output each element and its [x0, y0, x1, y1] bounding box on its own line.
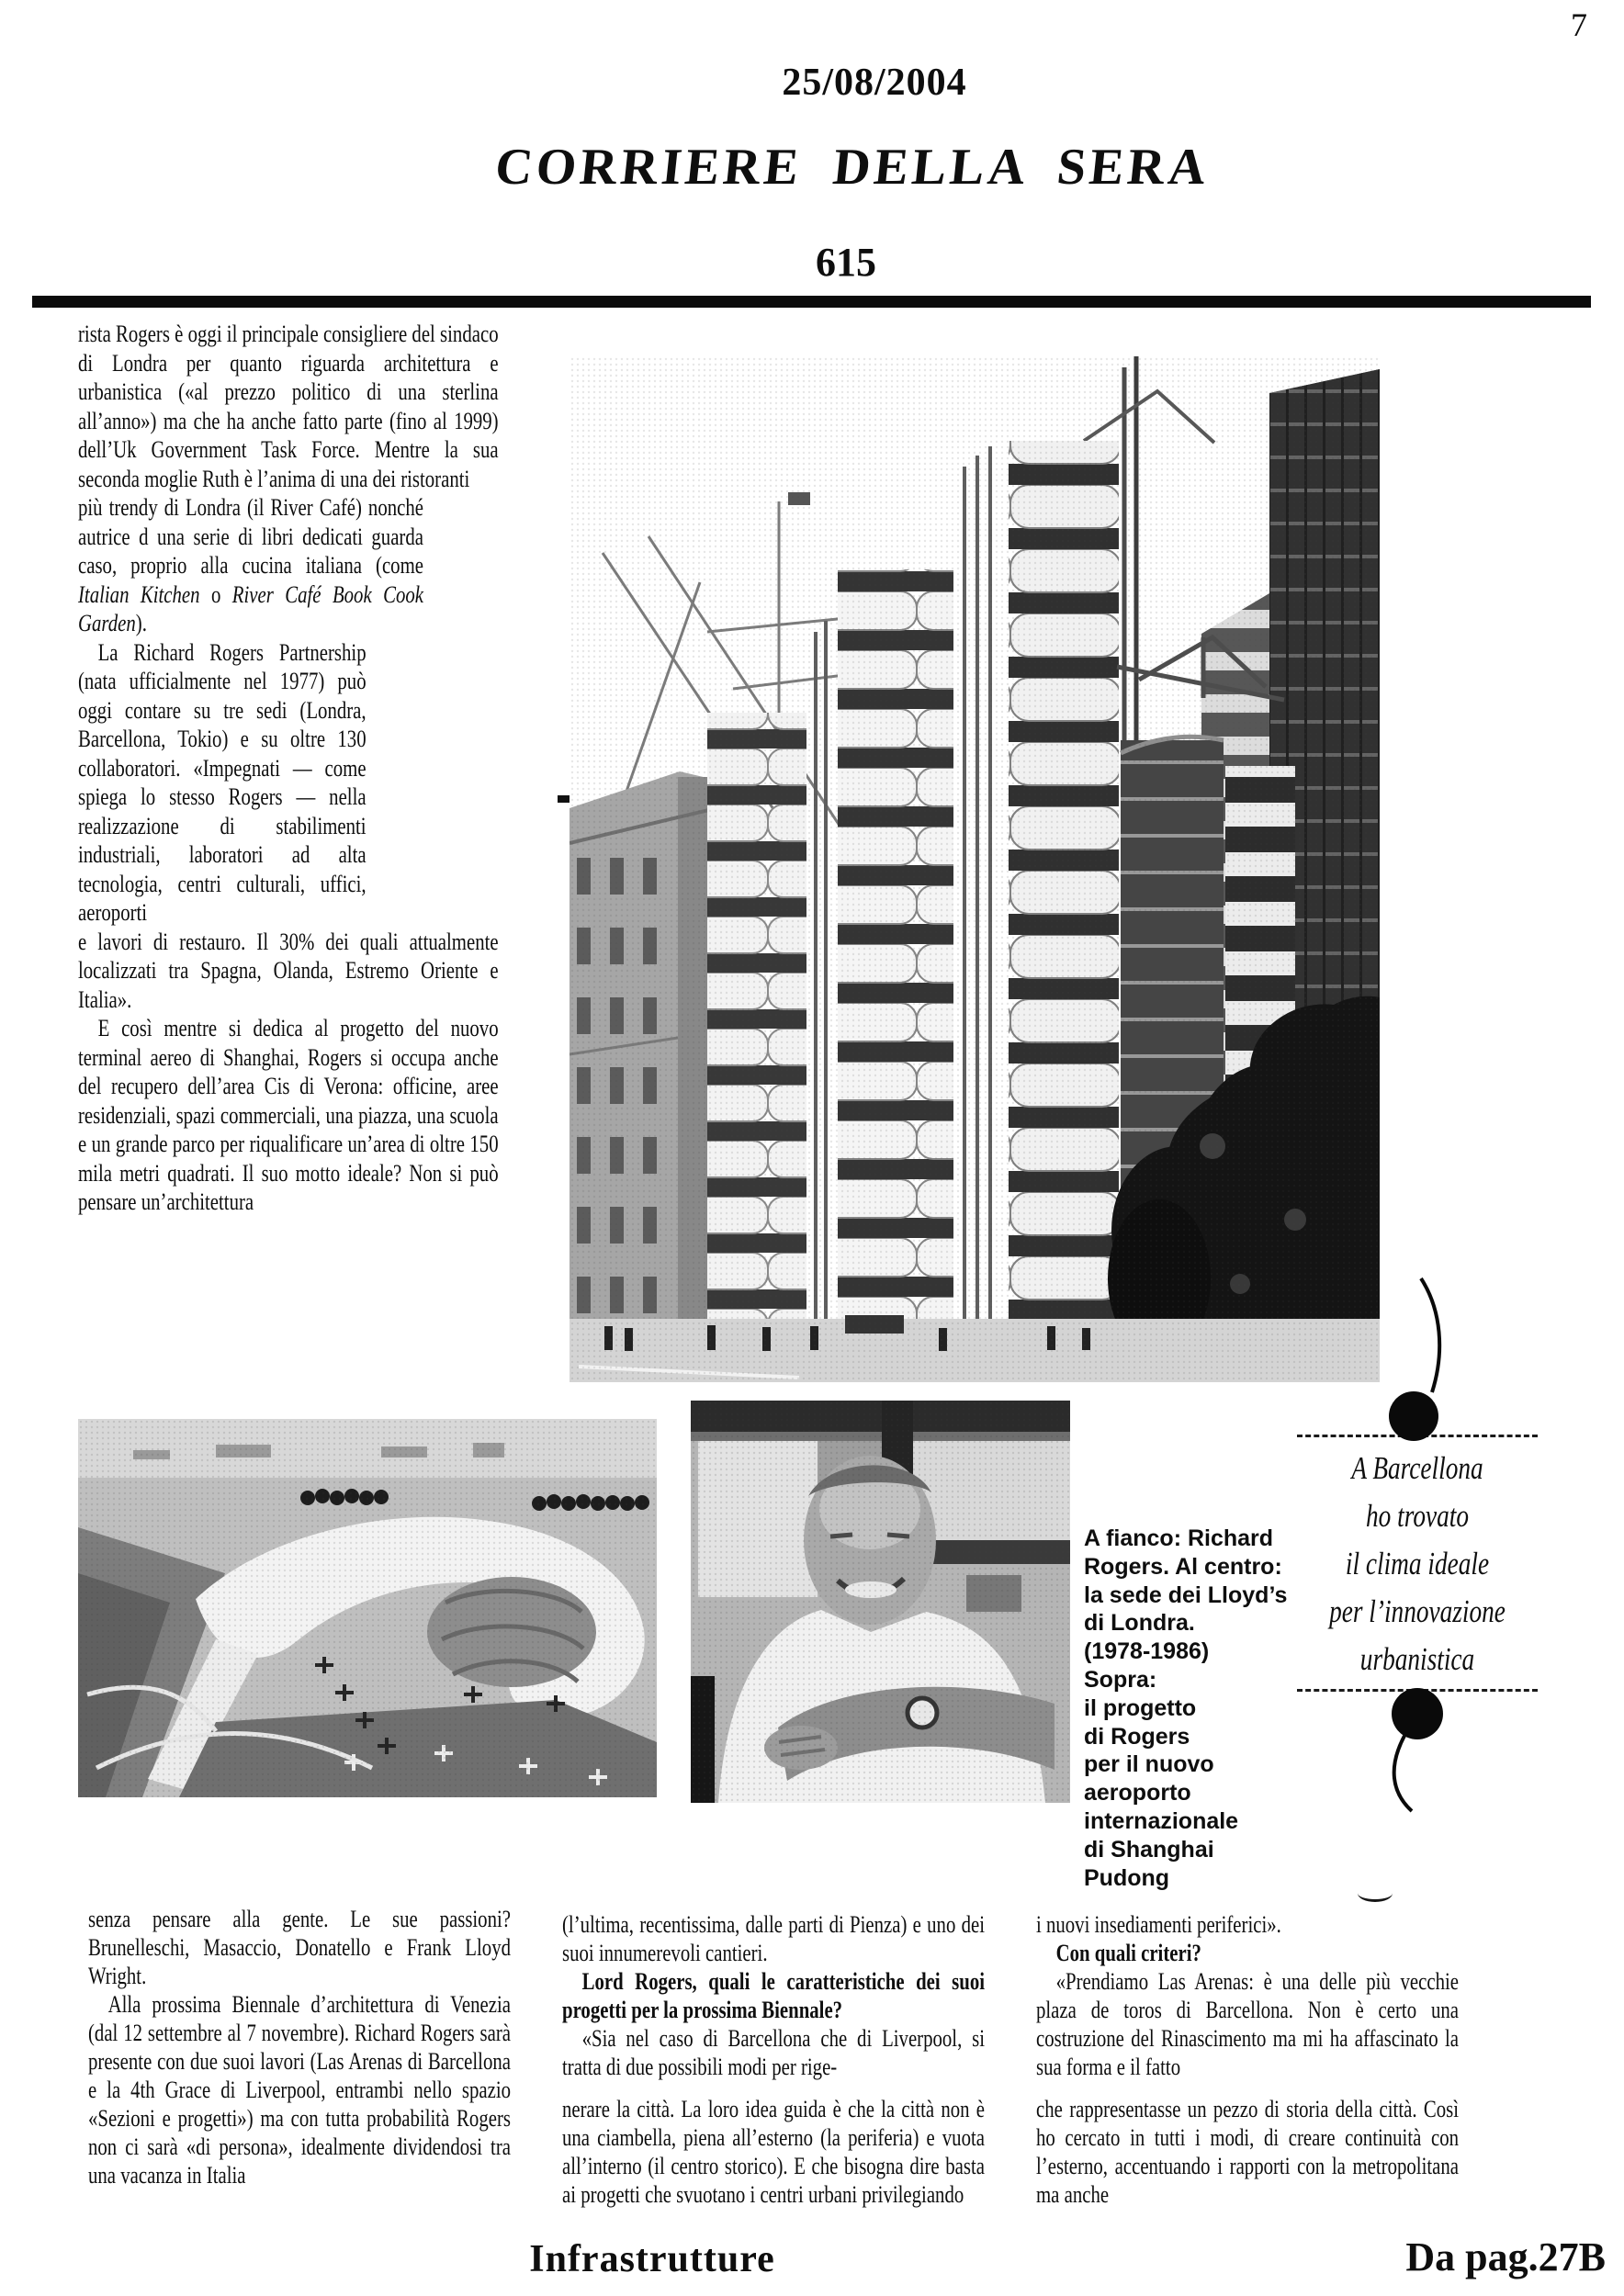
text-line: la sede dei Lloyd’s [1084, 1581, 1288, 1608]
halftone-overlay [570, 356, 1380, 1382]
text-line: Pudong [1084, 1864, 1170, 1891]
richard-rogers-portrait-photo [691, 1401, 1070, 1803]
text-line: A Barcellona [1351, 1450, 1483, 1486]
paragraph: E così mentre si dedica al progetto del nuovo terminal aereo di Shanghai, Rogers si occupa anche del recupero dell’area Cis di Verona: officine, aree residenziali, spazi commerciali, una piazza, una scuola e un grande parco per riqualificare un’area di oltre 150 mila metri quadrati. Il suo motto ideale? Non si può pensare un’architettura [78, 1015, 499, 1215]
text-line: urbanistica [1359, 1641, 1475, 1677]
bottom-column-1 [88, 1905, 511, 2189]
issue-date: 25/08/2004 [782, 62, 967, 104]
text-line: per l’innovazione [1329, 1593, 1506, 1629]
edition-number: 615 [816, 240, 876, 285]
interview-question: Con quali criteri? [1055, 1940, 1201, 1966]
italic-text: Italian Kitchen [78, 580, 200, 608]
pull-quote [1220, 1273, 1615, 1813]
paragraph: «Sia nel caso di Barcellona che di Liverpool, si tratta di due possibili modi per rige- [562, 2025, 985, 2080]
section-label: Infrastrutture [529, 2238, 775, 2280]
paragraph: che rappresentasse un pezzo di storia della città. Così ho cercato in tutti i modi, di creare continuità con l’esterno, accentuando i rapporti con la metropolitana ma anche [1036, 2096, 1459, 2208]
text-line: Rogers. Al centro: [1084, 1553, 1282, 1580]
text-line: di Londra. [1084, 1610, 1195, 1637]
open-quote-icon [1373, 1273, 1461, 1447]
source-page-label: Da pag.27B [1405, 2234, 1606, 2279]
paragraph: senza pensare alla gente. Le sue passioni? Brunelleschi, Masaccio, Donatello e Frank Lloyd Wright. [88, 1906, 511, 1989]
lloyds-building-photo [570, 356, 1380, 1382]
text-line: di Rogers [1084, 1723, 1190, 1750]
text-segment: o [199, 580, 232, 608]
paragraph: nerare la città. La loro idea guida è che la città non è una ciambella, piena all’esterno (la periferia) e vuota all’interno (il centro storico). E che bisogna dire basta ai progetti che svuotano i centri urbani privilegiando [562, 2096, 985, 2208]
paragraph: i nuovi insediamenti periferici». [1036, 1911, 1281, 1938]
article-left-column [78, 320, 499, 1217]
text-line: il progetto [1084, 1694, 1197, 1721]
bottom-column-3 [1036, 1910, 1459, 2209]
paragraph: Alla prossima Biennale d’architettura di Venezia (dal 12 settembre al 7 novembre). Richard Rogers sarà presente con due suoi lavori (Las Arenas di Barcellona e la 4th Grace di Liverpool, entrambi nello spazio «Sezioni e progetti») ma con tutta probabilità Rogers non ci sarà «di persona», idealmente dividendosi tra una vacanza in Italia [88, 1991, 511, 2189]
header-rule [32, 296, 1591, 308]
italic-text: River Café Book [231, 580, 372, 608]
close-quote-icon [1373, 1675, 1461, 1813]
text-line: ho trovato [1366, 1498, 1469, 1534]
text-line: A fianco: Richard [1084, 1525, 1274, 1551]
italic-text: Cook Garden [78, 580, 424, 636]
halftone-overlay [691, 1401, 1070, 1803]
text-segment [372, 581, 383, 608]
halftone-overlay [78, 1419, 657, 1797]
paragraph: (l’ultima, recentissima, dalle parti di Pienza) e uno dei suoi innumerevoli cantieri. [562, 1911, 985, 1966]
column-gap [1036, 2081, 1459, 2095]
text-segment: più trendy di Londra (il River Café) nonché autrice d una serie di libri dedicati guarda caso, proprio alla cucina italiana (come [78, 494, 423, 579]
text-line: di Shanghai [1084, 1836, 1214, 1863]
masthead-title: CORRIERE DELLA SERA [492, 139, 1212, 196]
paragraph: «Prendiamo Las Arenas: è una delle più vecchie plaza de toros di Barcellona. Non è certo una costruzione del Rinascimento ma mi ha affascinato la sua forma e il fatto [1036, 1968, 1459, 2080]
paragraph: e lavori di restauro. Il 30% dei quali attualmente localizzati tra Spagna, Olanda, Estremo Oriente e Italia». [78, 928, 499, 1013]
text-line: (1978-1986) [1084, 1638, 1210, 1665]
paragraph: La Richard Rogers Partnership (nata ufficialmente nel 1977) può oggi contare su tre sedi (Londra, Barcellona, Tokio) e su oltre 130 collaboratori. «Impegnati — come spiega lo stesso Rogers — nella realizzazione di stabilimenti industriali, laboratori ad alta tecnologia, centri culturali, uffici, aeroporti [78, 638, 367, 926]
text-line: aeroporto [1084, 1780, 1191, 1806]
column-gap [562, 2081, 985, 2095]
interview-question: Lord Rogers, quali le caratteristiche dei suoi progetti per la prossima Biennale? [562, 1968, 985, 2023]
text-line: internazionale [1084, 1807, 1239, 1834]
bottom-column-2 [562, 1910, 985, 2209]
pull-quote-text [1263, 1445, 1571, 1683]
page-folio: 7 [1571, 6, 1587, 43]
paragraph: rista Rogers è oggi il principale consigliere del sindaco di Londra per quanto riguarda architettura e urbanistica («al prezzo politico di una sterlina all’anno») ma che ha anche fatto parte (fino al 1999) dell’Uk Government Task Force. Mentre la sua seconda moglie Ruth è l’anima di una dei ristoranti [78, 321, 499, 492]
text-line: il clima ideale [1345, 1546, 1490, 1581]
text-line: Sopra: [1084, 1666, 1157, 1693]
text-line: per il nuovo [1084, 1751, 1214, 1778]
paragraph [78, 493, 423, 638]
shanghai-airport-photo [78, 1419, 657, 1797]
text-segment: ). [135, 610, 147, 636]
